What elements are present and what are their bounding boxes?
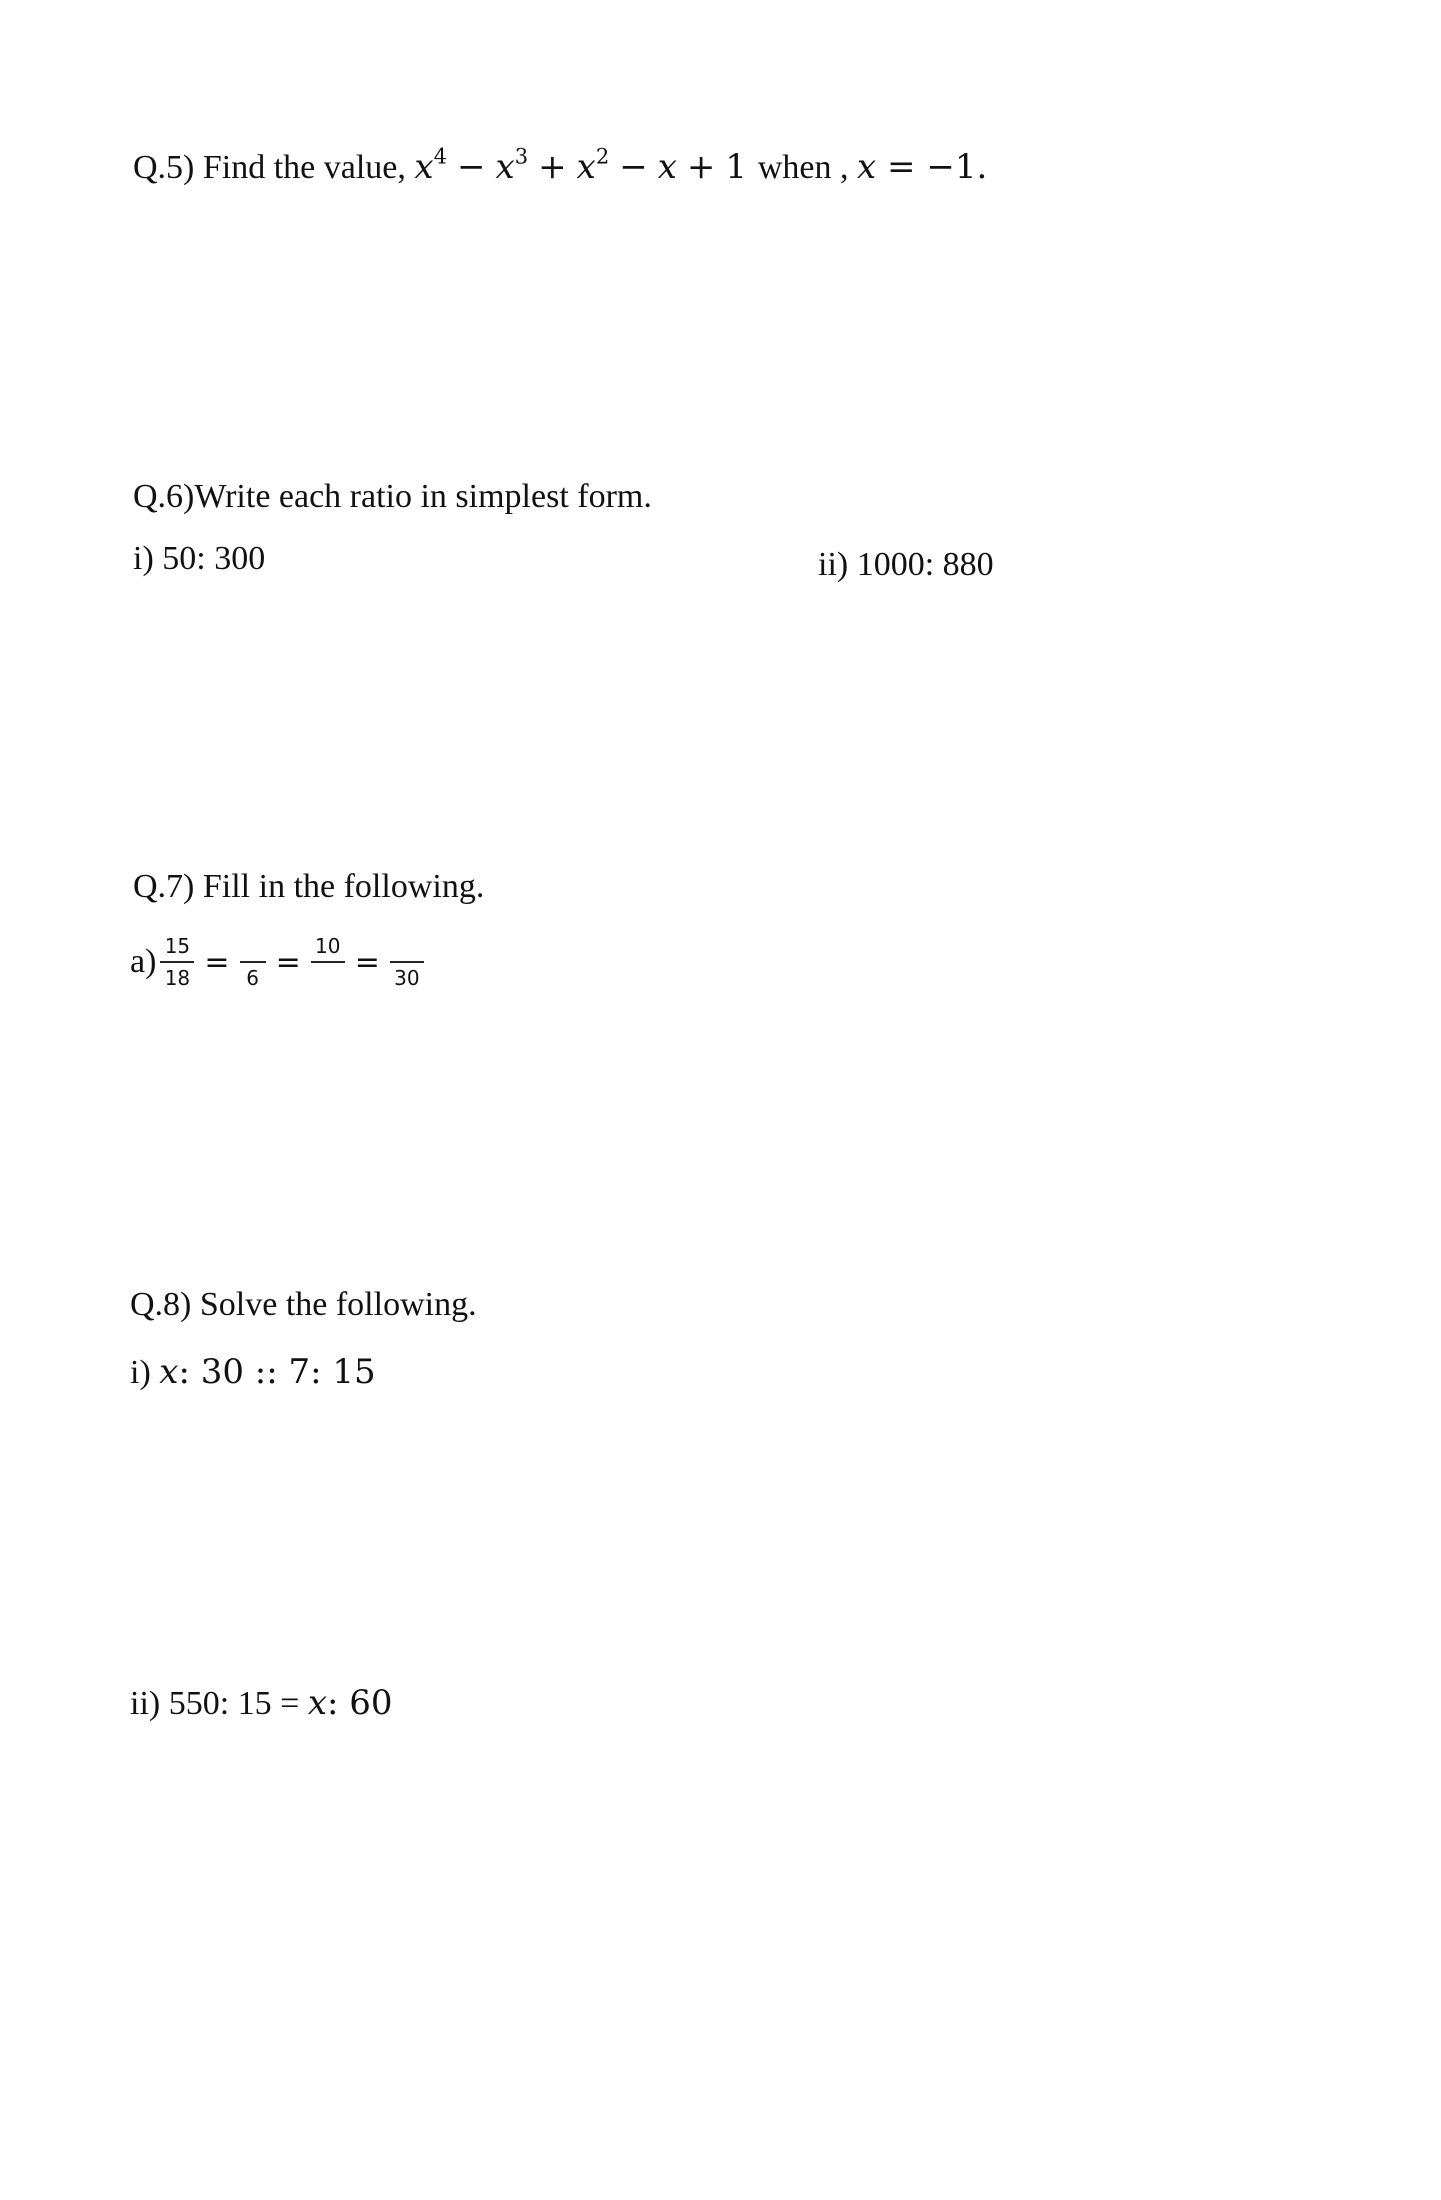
question-7-title: Q.7) Fill in the following. [133, 868, 485, 905]
fraction-2-bar [240, 961, 266, 963]
fraction-1-bar [160, 961, 194, 963]
question-5-expression: $x^4 - x^3 + x^2 - x + 1$ [414, 143, 748, 187]
question-5 [133, 143, 988, 187]
question-8-part-i: i) x: 30 :: 7: 15 [130, 1352, 376, 1392]
equals-sign: = [204, 944, 230, 980]
question-7-label: a) [130, 943, 157, 980]
fraction-2-denominator: 6 [246, 966, 259, 990]
fraction-4-bar [390, 961, 424, 963]
fraction-3 [311, 934, 345, 990]
equals-sign: = [275, 944, 301, 980]
fraction-1-numerator: 15 [164, 934, 191, 958]
question-7-fraction-chain [130, 934, 428, 990]
fraction-2 [240, 934, 266, 990]
equals-sign: = [354, 944, 380, 980]
fraction-4 [390, 934, 424, 990]
question-6-part-i: i) 50: 300 [133, 540, 266, 577]
fraction-3-numerator: 10 [314, 934, 341, 958]
question-5-when: when , [757, 149, 849, 186]
question-8-part-ii: ii) 550: 15 = x: 60 [130, 1683, 393, 1723]
fraction-1-denominator: 18 [164, 966, 191, 990]
fraction-4-denominator: 30 [394, 966, 420, 990]
question-6-part-ii: ii) 1000: 880 [818, 546, 994, 583]
question-5-prefix: Q.5) Find the value, [133, 149, 406, 186]
question-8-title: Q.8) Solve the following. [130, 1286, 477, 1323]
fraction-3-bar [311, 961, 345, 963]
question-5-condition: x = −1. [857, 147, 988, 187]
fraction-1 [160, 934, 194, 990]
question-6-title: Q.6)Write each ratio in simplest form. [133, 478, 652, 515]
